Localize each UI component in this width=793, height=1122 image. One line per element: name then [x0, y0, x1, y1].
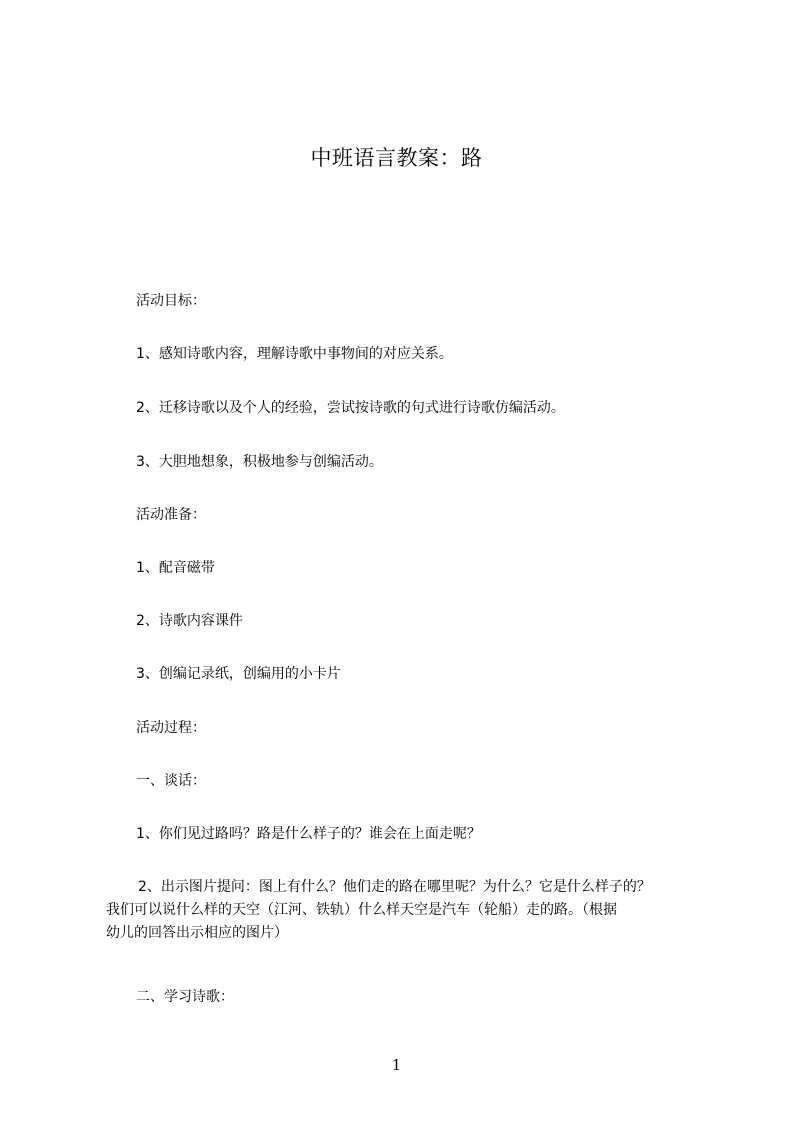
document-title: 中班语言教案：路	[310, 146, 483, 170]
goal-item-1: 1、感知诗歌内容，理解诗歌中事物间的对应关系。	[136, 346, 453, 362]
paragraph-line-1: 2、出示图片提问：图上有什么？他们走的路在哪里呢？为什么？它是什么样子的？	[138, 879, 651, 895]
talk-question-2-paragraph	[106, 876, 726, 945]
paragraph-line-3: 幼儿的回答出示相应的图片）	[106, 925, 288, 941]
preparation-item-3: 3、创编记录纸，创编用的小卡片	[136, 666, 341, 682]
goal-item-2: 2、迁移诗歌以及个人的经验，尝试按诗歌的句式进行诗歌仿编活动。	[136, 400, 565, 416]
talk-question-1: 1、你们见过路吗？路是什么样子的？谁会在上面走呢？	[136, 826, 481, 842]
section-heading-process: 活动过程：	[136, 720, 206, 736]
process-step-talk: 一、谈话：	[136, 773, 206, 789]
paragraph-line-2: 我们可以说什么样的天空（江河、铁轨）什么样天空是汽车（轮船）走的路。（根据	[106, 902, 617, 918]
section-heading-preparation: 活动准备：	[136, 507, 206, 523]
goal-item-3: 3、大胆地想象，积极地参与创编活动。	[136, 454, 383, 470]
page-number: 1	[391, 1056, 402, 1074]
section-heading-goals: 活动目标：	[136, 293, 206, 309]
preparation-item-1: 1、配音磁带	[136, 560, 215, 576]
process-step-learn-poem: 二、学习诗歌：	[136, 989, 234, 1005]
preparation-item-2: 2、诗歌内容课件	[136, 613, 243, 629]
